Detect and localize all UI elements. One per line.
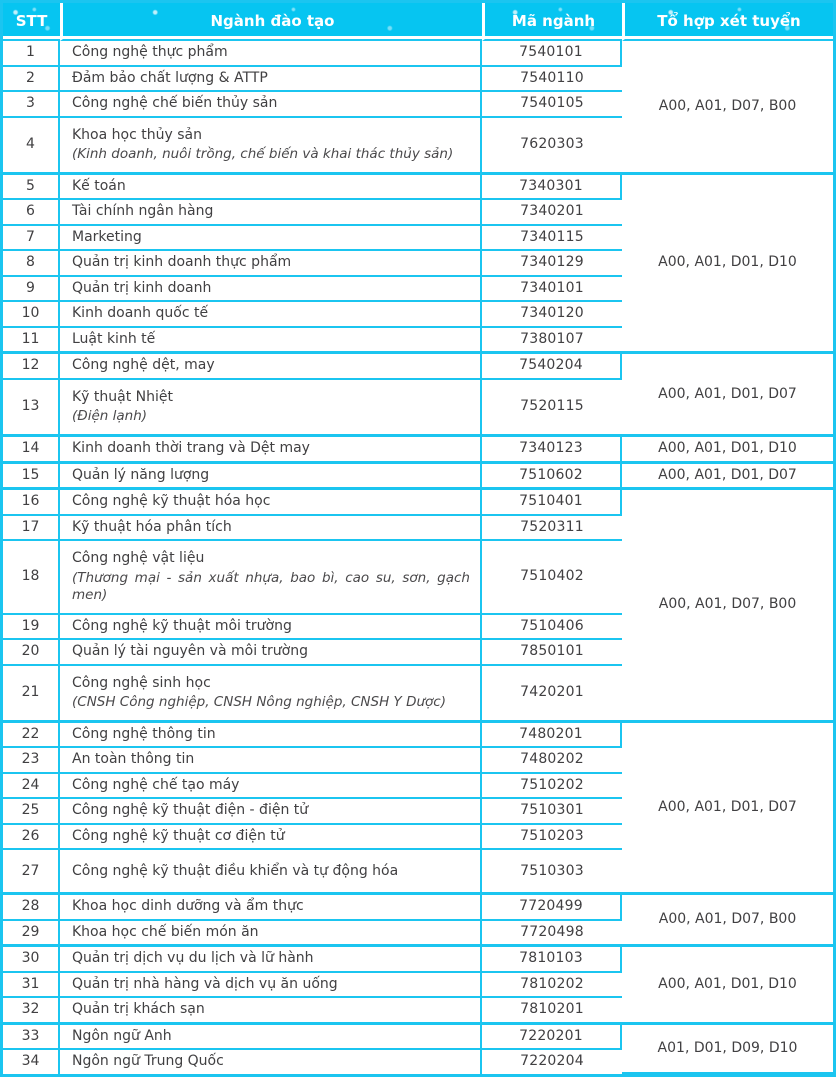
table-row [3,463,833,490]
major-cell [60,973,482,999]
stt-cell: 19 [3,615,60,641]
major-cell [60,748,482,774]
major-name: Luật kinh tế [72,330,156,347]
stt-cell: 16 [3,489,60,516]
major-name: Quản trị kinh doanh thực phẩm [72,254,292,271]
major-cell [60,92,482,118]
major-name: Đảm bảo chất lượng & ATTP [72,69,268,86]
code-cell: 7850101 [482,640,622,666]
stt-cell: 10 [3,302,60,328]
code-cell: 7510203 [482,825,622,851]
major-cell [60,722,482,749]
major-name: Kỹ thuật Nhiệt [72,388,174,405]
stt-cell: 21 [3,666,60,722]
major-note: (Thương mại - sản xuất nhựa, bao bì, cao su, sơn, gạch men) [72,569,470,603]
major-cell [60,1050,482,1074]
stt-cell: 31 [3,973,60,999]
major-name: Khoa học chế biến món ăn [72,923,259,940]
stt-cell: 9 [3,277,60,303]
major-name: Công nghệ kỹ thuật điều khiển và tự động hóa [72,862,399,879]
stt-cell: 12 [3,353,60,380]
table-row [3,489,833,516]
major-cell [60,353,482,380]
code-cell: 7810201 [482,998,622,1024]
code-cell: 7340101 [482,277,622,303]
major-name: Công nghệ kỹ thuật môi trường [72,617,292,634]
major-cell [60,302,482,328]
major-cell [60,894,482,921]
table-row [3,722,833,749]
code-cell: 7510303 [482,850,622,894]
major-cell [60,118,482,174]
stt-cell: 14 [3,436,60,463]
major-name: Tài chính ngân hàng [72,203,214,220]
major-name: Kỹ thuật hóa phân tích [72,518,232,535]
code-cell: 7520115 [482,380,622,436]
major-cell [60,640,482,666]
col-header-stt: STT [3,3,60,41]
stt-cell: 7 [3,226,60,252]
code-cell: 7340129 [482,251,622,277]
code-cell: 7520311 [482,516,622,542]
table-row [3,1024,833,1051]
major-name: Ngôn ngữ Anh [72,1027,172,1044]
major-name: Kế toán [72,177,126,194]
major-cell [60,200,482,226]
combo-cell: A01, D01, D09, D10 [622,1024,833,1074]
major-name: Quản lý năng lượng [72,466,210,483]
stt-cell: 5 [3,174,60,201]
stt-cell: 3 [3,92,60,118]
table-row [3,41,833,67]
table-row [3,894,833,921]
code-cell: 7720499 [482,894,622,921]
major-cell [60,463,482,490]
code-cell: 7540105 [482,92,622,118]
code-cell: 7340201 [482,200,622,226]
major-name: Kinh doanh quốc tế [72,305,209,322]
stt-cell: 27 [3,850,60,894]
major-name: Khoa học dinh dưỡng và ẩm thực [72,898,304,915]
major-name: Công nghệ chế biến thủy sản [72,95,278,111]
major-cell [60,541,482,614]
table-row [3,174,833,201]
major-name: Công nghệ kỹ thuật cơ điện tử [72,827,285,844]
col-header-code: Mã ngành [482,3,622,41]
stt-cell: 18 [3,541,60,614]
code-cell: 7340115 [482,226,622,252]
major-note: (CNSH Công nghiệp, CNSH Nông nghiệp, CNSH Y Dược) [72,694,446,710]
major-cell [60,666,482,722]
stt-cell: 13 [3,380,60,436]
stt-cell: 2 [3,67,60,93]
table-header [3,3,833,41]
combo-cell: A00, A01, D01, D10 [622,436,833,463]
code-cell: 7540101 [482,41,622,67]
stt-cell: 26 [3,825,60,851]
major-name: Quản trị nhà hàng và dịch vụ ăn uống [72,975,338,992]
stt-cell: 24 [3,774,60,800]
table-row [3,436,833,463]
major-name: Quản lý tài nguyên và môi trường [72,643,308,659]
code-cell: 7810202 [482,973,622,999]
code-cell: 7510406 [482,615,622,641]
table-row [3,946,833,973]
code-cell: 7340301 [482,174,622,201]
combo-cell: A00, A01, D01, D07 [622,353,833,436]
major-cell [60,41,482,67]
stt-cell: 8 [3,251,60,277]
combo-cell: A00, A01, D07, B00 [622,41,833,174]
table-row [3,353,833,380]
major-name: An toàn thông tin [72,751,195,768]
major-name: Công nghệ chế tạo máy [72,776,240,793]
major-name: Công nghệ kỹ thuật điện - điện tử [72,802,309,819]
major-name: Công nghệ thực phẩm [72,44,228,60]
code-cell: 7480202 [482,748,622,774]
major-cell [60,946,482,973]
col-header-major: Ngành đào tạo [60,3,482,41]
major-name: Quản trị dịch vụ du lịch và lữ hành [72,950,314,967]
major-cell [60,226,482,252]
major-name: Quản trị kinh doanh [72,279,212,296]
stt-cell: 22 [3,722,60,749]
code-cell: 7510301 [482,799,622,825]
code-cell: 7510602 [482,463,622,490]
major-name: Công nghệ sinh học [72,674,211,691]
major-note: (Điện lạnh) [72,408,148,425]
combo-cell: A00, A01, D01, D10 [622,174,833,354]
stt-cell: 20 [3,640,60,666]
major-cell [60,1024,482,1051]
major-cell [60,799,482,825]
code-cell: 7380107 [482,328,622,354]
major-name: Công nghệ vật liệu [72,550,205,567]
code-cell: 7220204 [482,1050,622,1074]
major-name: Công nghệ dệt, may [72,357,215,374]
code-cell: 7810103 [482,946,622,973]
code-cell: 7480201 [482,722,622,749]
major-cell [60,489,482,516]
stt-cell: 32 [3,998,60,1024]
major-cell [60,516,482,542]
major-cell [60,436,482,463]
stt-cell: 17 [3,516,60,542]
major-name: Quản trị khách sạn [72,1001,205,1018]
major-name: Kinh doanh thời trang và Dệt may [72,440,310,457]
major-name: Marketing [72,228,142,245]
header-row [3,3,833,41]
code-cell: 7340120 [482,302,622,328]
code-cell: 7540204 [482,353,622,380]
major-cell [60,380,482,436]
major-cell [60,67,482,93]
combo-cell: A00, A01, D01, D07 [622,722,833,895]
major-cell [60,251,482,277]
major-cell [60,850,482,894]
major-cell [60,998,482,1024]
stt-cell: 29 [3,921,60,947]
code-cell: 7220201 [482,1024,622,1051]
col-header-combo: Tổ hợp xét tuyển [622,3,833,41]
code-cell: 7420201 [482,666,622,722]
code-cell: 7340123 [482,436,622,463]
stt-cell: 6 [3,200,60,226]
major-name: Công nghệ thông tin [72,725,216,742]
major-note: (Kinh doanh, nuôi trồng, chế biến và khai thác thủy sản) [72,146,454,162]
combo-cell: A00, A01, D01, D10 [622,946,833,1024]
stt-cell: 4 [3,118,60,174]
stt-cell: 34 [3,1050,60,1074]
major-name: Ngôn ngữ Trung Quốc [72,1053,224,1070]
combo-cell: A00, A01, D07, B00 [622,489,833,722]
stt-cell: 1 [3,41,60,67]
major-cell [60,921,482,947]
stt-cell: 28 [3,894,60,921]
combo-cell: A00, A01, D01, D07 [622,463,833,490]
major-name: Khoa học thủy sản [72,126,202,143]
major-name: Công nghệ kỹ thuật hóa học [72,493,271,510]
code-cell: 7510202 [482,774,622,800]
major-cell [60,825,482,851]
stt-cell: 33 [3,1024,60,1051]
table-body [3,41,833,1074]
major-cell [60,328,482,354]
code-cell: 7510402 [482,541,622,614]
code-cell: 7720498 [482,921,622,947]
code-cell: 7540110 [482,67,622,93]
stt-cell: 30 [3,946,60,973]
major-cell [60,277,482,303]
major-cell [60,615,482,641]
stt-cell: 23 [3,748,60,774]
combo-cell: A00, A01, D07, B00 [622,894,833,946]
code-cell: 7620303 [482,118,622,174]
code-cell: 7510401 [482,489,622,516]
major-cell [60,774,482,800]
stt-cell: 25 [3,799,60,825]
stt-cell: 15 [3,463,60,490]
major-cell [60,174,482,201]
stt-cell: 11 [3,328,60,354]
